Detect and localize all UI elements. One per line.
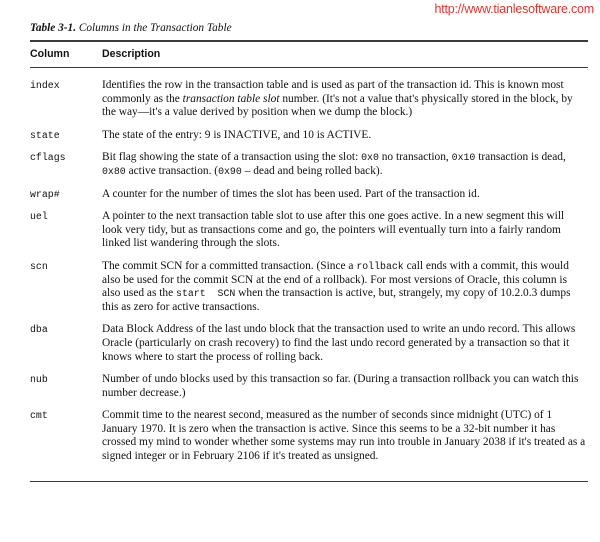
table-cell-column-name: nub bbox=[30, 374, 48, 386]
inline-code: start SCN bbox=[176, 288, 236, 300]
table-caption-number: Table 3-1. bbox=[30, 22, 77, 34]
inline-code: 0x80 bbox=[102, 165, 126, 177]
table-cell-description: The commit SCN for a committed transaction. (Since a rollback call ends with a commit, this would also be used for the commit SCN at the end of a rollback). For most versions of Oracle, this column is also used as the start SCN when the transaction is active, but, strangely, my copy of 10.2.0.3 dumps this as zero for active transactions. bbox=[102, 259, 571, 313]
inline-code: 0x90 bbox=[218, 165, 242, 177]
table-row bbox=[30, 142, 588, 178]
watermark-url: http://www.tianlesoftware.com bbox=[434, 2, 594, 16]
table-caption-text: Columns in the Transaction Table bbox=[76, 22, 232, 34]
inline-code: 0x0 bbox=[361, 152, 379, 164]
table-rule-bottom bbox=[30, 481, 588, 482]
inline-code: rollback bbox=[356, 260, 404, 272]
inline-emphasis: transaction table slot bbox=[182, 92, 280, 105]
table-cell-column-name: state bbox=[30, 129, 60, 141]
table-body bbox=[30, 68, 588, 474]
table-row bbox=[30, 251, 588, 314]
table-cell-description: A pointer to the next transaction table slot to use after this one goes active. In a new segment this will look very tidy, but as transactions come and go, the pointers will eventually turn into a fairly random linked list wandering through the slots. bbox=[102, 210, 565, 250]
inline-code: 0x10 bbox=[451, 152, 476, 164]
table-cell-column-name: dba bbox=[30, 324, 48, 336]
document-page bbox=[30, 0, 588, 482]
table-row bbox=[30, 68, 588, 120]
table-cell-column-name: wrap# bbox=[30, 188, 60, 200]
table-cell-column-name: cflags bbox=[30, 152, 66, 164]
table-cell-description: Number of undo blocks used by this transaction so far. (During a transaction rollback you can watch this number decrease.) bbox=[102, 373, 579, 399]
table-row bbox=[30, 314, 588, 364]
table-header-description: Description bbox=[102, 48, 161, 60]
table-cell-column-name: cmt bbox=[30, 410, 48, 422]
table-cell-column-name: scn bbox=[30, 260, 48, 272]
table-cell-description: Commit time to the nearest second, measured as the number of seconds since midnight (UTC) of 1 January 1970. It is zero when the transaction is active. Since this seems to be a 32-bit number it has crossed my mind to wonder whether some systems may run into trouble in January 2038 if it's treated as a signed integer or in February 2106 if it's treated as unsigned. bbox=[102, 409, 586, 463]
table-row bbox=[30, 364, 588, 400]
table-row bbox=[30, 179, 588, 202]
table-cell-description: Identifies the row in the transaction table and is used as part of the transaction id. This is known most commonly as the transaction table slot number. (It's not a value that's physically stored in the block, by the way—it's a value derived by position when we dump the block.) bbox=[102, 79, 573, 119]
table-cell-description: Data Block Address of the last undo block that the transaction used to write an undo record. This allows Oracle (particularly on crash recovery) to find the last undo record generated by a transaction so that it knows where to start the process of rolling back. bbox=[102, 323, 576, 363]
table-header-row bbox=[30, 42, 588, 67]
table-header-column: Column bbox=[30, 48, 70, 60]
transaction-columns-table bbox=[30, 42, 588, 67]
table-cell-description: Bit flag showing the state of a transaction using the slot: 0x0 no transaction, 0x10 transaction is dead, 0x80 active transaction. (0x90 – dead and being rolled back). bbox=[102, 151, 566, 177]
table-row bbox=[30, 120, 588, 143]
table-cell-description: The state of the entry: 9 is INACTIVE, and 10 is ACTIVE. bbox=[102, 128, 372, 141]
table-cell-column-name: index bbox=[30, 80, 60, 91]
table-cell-column-name: uel bbox=[30, 211, 48, 223]
transaction-columns-body bbox=[30, 68, 588, 474]
table-caption bbox=[30, 22, 588, 34]
table-cell-description: A counter for the number of times the slot has been used. Part of the transaction id. bbox=[102, 187, 480, 200]
table-row bbox=[30, 400, 588, 473]
table-row bbox=[30, 201, 588, 251]
